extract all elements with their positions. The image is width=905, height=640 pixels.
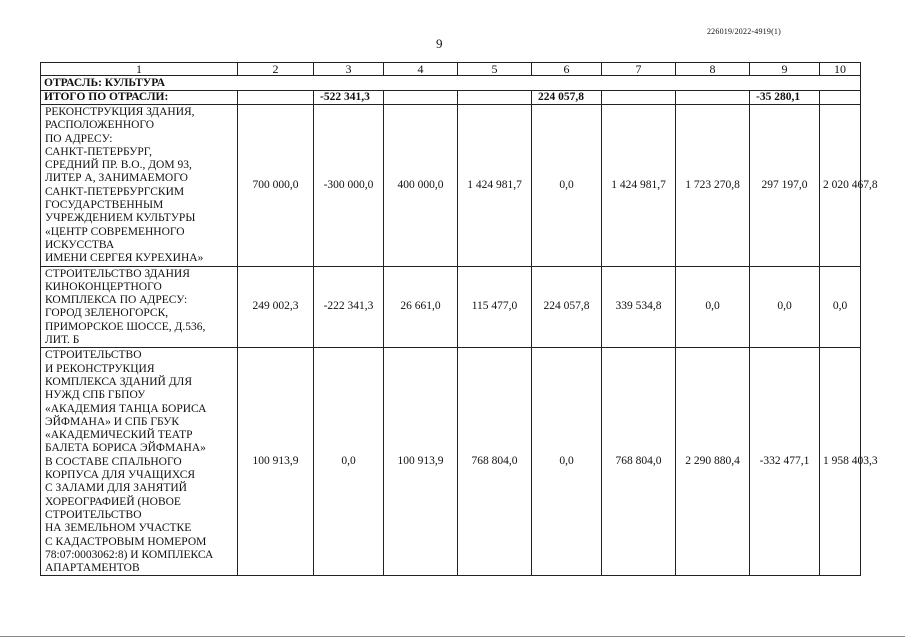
total-cell (602, 91, 676, 105)
column-header: 6 (532, 63, 602, 76)
value-cell: 0,0 (532, 105, 602, 267)
object-name: РЕКОНСТРУКЦИЯ ЗДАНИЯ, РАСПОЛОЖЕННОГО ПО АДРЕСУ: САНКТ-ПЕТЕРБУРГ, СРЕДНИЙ ПР. В.О., ДОМ 93, ЛИТЕР А, ЗАНИМАЕМОГО САНКТ-ПЕТЕРБУРГСКИМ ГОСУДАРСТВЕННЫМ УЧРЕЖДЕНИЕМ КУЛЬТУРЫ «ЦЕНТР СОВРЕМЕННОГО ИСКУССТВА ИМЕНИ СЕРГЕЯ КУРЕХИНА» (41, 105, 238, 267)
value-cell: 2 290 880,4 (676, 348, 750, 576)
sector-row (41, 76, 861, 91)
total-cell (458, 91, 532, 105)
total-label: ИТОГО ПО ОТРАСЛИ: (41, 91, 238, 105)
column-number-row (41, 63, 861, 76)
column-header: 1 (41, 63, 238, 76)
total-cell (384, 91, 458, 105)
value-cell: 100 913,9 (384, 348, 458, 576)
total-cell (676, 91, 750, 105)
value-cell: 100 913,9 (238, 348, 314, 576)
value-cell: 0,0 (820, 266, 861, 348)
value-cell: 700 000,0 (238, 105, 314, 267)
total-cell: -522 341,3 (314, 91, 384, 105)
document-id: 226019/2022-4919(1) (706, 27, 781, 36)
value-cell: 224 057,8 (532, 266, 602, 348)
table-row (41, 105, 861, 267)
value-cell: 0,0 (750, 266, 820, 348)
value-cell: 0,0 (314, 348, 384, 576)
value-cell: 0,0 (532, 348, 602, 576)
column-header: 7 (602, 63, 676, 76)
sector-label: ОТРАСЛЬ: КУЛЬТУРА (41, 76, 861, 91)
column-header: 8 (676, 63, 750, 76)
value-cell: -222 341,3 (314, 266, 384, 348)
column-header: 4 (384, 63, 458, 76)
value-cell: 297 197,0 (750, 105, 820, 267)
total-cell (820, 91, 861, 105)
value-cell: 0,0 (676, 266, 750, 348)
page-number: 9 (436, 36, 443, 51)
value-cell: 26 661,0 (384, 266, 458, 348)
value-cell: 339 534,8 (602, 266, 676, 348)
total-row (41, 91, 861, 105)
object-name: СТРОИТЕЛЬСТВО ЗДАНИЯ КИНОКОНЦЕРТНОГО КОМПЛЕКСА ПО АДРЕСУ: ГОРОД ЗЕЛЕНОГОРСК, ПРИМОРСКОЕ ШОССЕ, Д.536, ЛИТ. Б (41, 266, 238, 348)
value-cell: 1 424 981,7 (602, 105, 676, 267)
column-header: 10 (820, 63, 861, 76)
column-header: 9 (750, 63, 820, 76)
column-header: 2 (238, 63, 314, 76)
value-cell: 115 477,0 (458, 266, 532, 348)
table-row (41, 348, 861, 576)
total-cell: 224 057,8 (532, 91, 602, 105)
value-cell: 249 002,3 (238, 266, 314, 348)
total-cell (238, 91, 314, 105)
value-cell: -300 000,0 (314, 105, 384, 267)
column-header: 5 (458, 63, 532, 76)
value-cell: 768 804,0 (602, 348, 676, 576)
column-header: 3 (314, 63, 384, 76)
value-cell: 1 723 270,8 (676, 105, 750, 267)
value-cell: 768 804,0 (458, 348, 532, 576)
value-cell: -332 477,1 (750, 348, 820, 576)
value-cell: 2 020 467,8 (820, 105, 861, 267)
table-row (41, 266, 861, 348)
value-cell: 1 424 981,7 (458, 105, 532, 267)
value-cell: 1 958 403,3 (820, 348, 861, 576)
page-edge-rule (0, 636, 905, 637)
object-name: СТРОИТЕЛЬСТВО И РЕКОНСТРУКЦИЯ КОМПЛЕКСА ЗДАНИЙ ДЛЯ НУЖД СПБ ГБПОУ «АКАДЕМИЯ ТАНЦА БОРИСА ЭЙФМАНА» И СПБ ГБУК «АКАДЕМИЧЕСКИЙ ТЕАТР БАЛЕТА БОРИСА ЭЙФМАНА» В СОСТАВЕ СПАЛЬНОГО КОРПУСА ДЛЯ УЧАЩИХСЯ С ЗАЛАМИ ДЛЯ ЗАНЯТИЙ ХОРЕОГРАФИЕЙ (НОВОЕ СТРОИТЕЛЬСТВО НА ЗЕМЕЛЬНОМ УЧАСТКЕ С КАДАСТРОВЫМ НОМЕРОМ 78:07:0003062:8) И КОМПЛЕКСА АПАРТАМЕНТОВ (41, 348, 238, 576)
budget-table (40, 62, 878, 576)
total-cell: -35 280,1 (750, 91, 820, 105)
value-cell: 400 000,0 (384, 105, 458, 267)
